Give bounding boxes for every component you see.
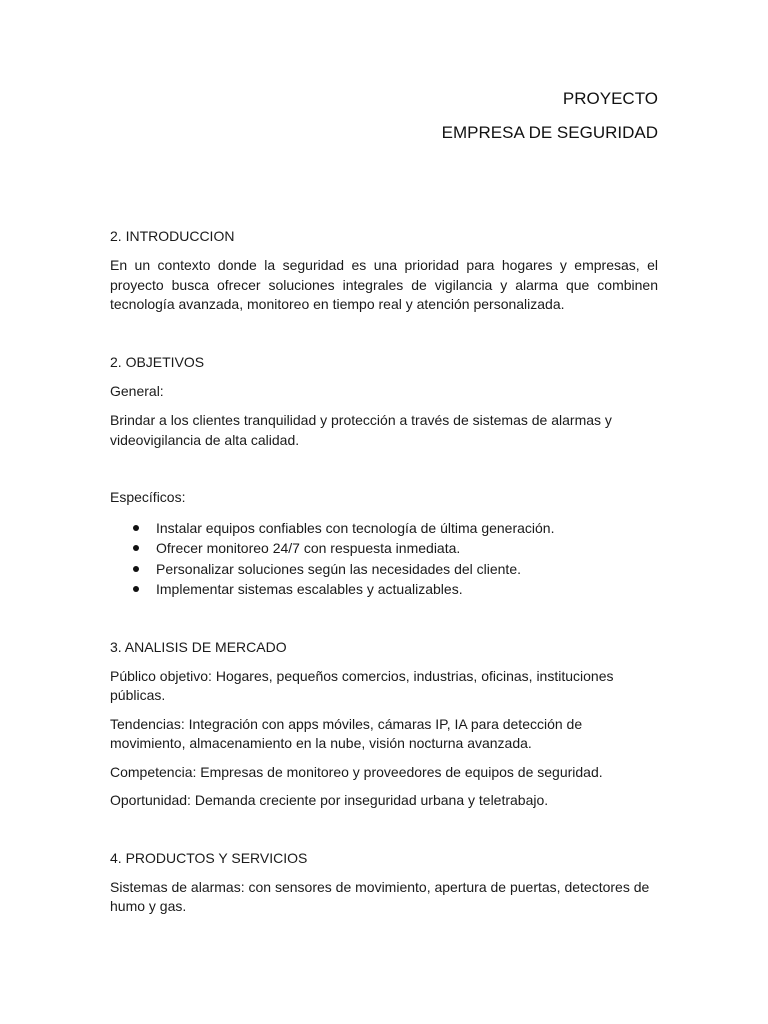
general-label: General: [110, 382, 164, 399]
bullet-icon [133, 525, 139, 531]
publico-paragraph: Público objetivo: Hogares, pequeños comercios, industrias, oficinas, instituciones públicas. [110, 667, 614, 703]
alarmas-paragraph: Sistemas de alarmas: con sensores de movimiento, apertura de puertas, detectores de humo y gas. [110, 878, 650, 914]
competencia-paragraph: Competencia: Empresas de monitoreo y proveedores de equipos de seguridad. [110, 763, 603, 780]
list-item [110, 518, 658, 539]
list-item [110, 538, 658, 559]
bullet-icon [133, 586, 139, 592]
list-item [110, 579, 658, 600]
objetivos-heading: 2. OBJETIVOS [110, 353, 205, 370]
document-body [110, 227, 658, 917]
tendencias-paragraph: Tendencias: Integración con apps móviles, cámaras IP, IA para detección de movimiento, almacenamiento en la nube, visión nocturna avanzada. [110, 715, 583, 751]
list-item-text: Instalar equipos confiables con tecnología de última generación. [156, 519, 555, 536]
productos-heading: 4. PRODUCTOS Y SERVICIOS [110, 849, 308, 866]
list-item-text: Personalizar soluciones según las necesidades del cliente. [156, 560, 521, 577]
document-title-block [442, 88, 658, 144]
oportunidad-paragraph: Oportunidad: Demanda creciente por inseguridad urbana y teletrabajo. [110, 792, 549, 808]
mercado-heading: 3. ANALISIS DE MERCADO [110, 638, 287, 655]
general-paragraph: Brindar a los clientes tranquilidad y protección a través de sistemas de alarmas y videovigilancia de alta calidad. [110, 412, 612, 448]
especificos-label: Específicos: [110, 489, 186, 505]
bullet-icon [133, 545, 139, 551]
list-item [110, 559, 658, 580]
document-title: PROYECTO [562, 89, 658, 108]
bullet-icon [133, 566, 139, 572]
document-subtitle: EMPRESA DE SEGURIDAD [441, 123, 658, 142]
intro-paragraph: En un contexto donde la seguridad es una prioridad para hogares y empresas, el proyecto busca ofrecer soluciones integrales de vigilancia y alarma que combinen tecnología avanzada, monitoreo en tiempo real y atención personalizada. [110, 257, 658, 312]
especificos-list [110, 518, 658, 600]
list-item-text: Implementar sistemas escalables y actualizables. [156, 581, 463, 597]
list-item-text: Ofrecer monitoreo 24/7 con respuesta inmediata. [156, 540, 461, 556]
intro-heading: 2. INTRODUCCION [110, 228, 235, 244]
